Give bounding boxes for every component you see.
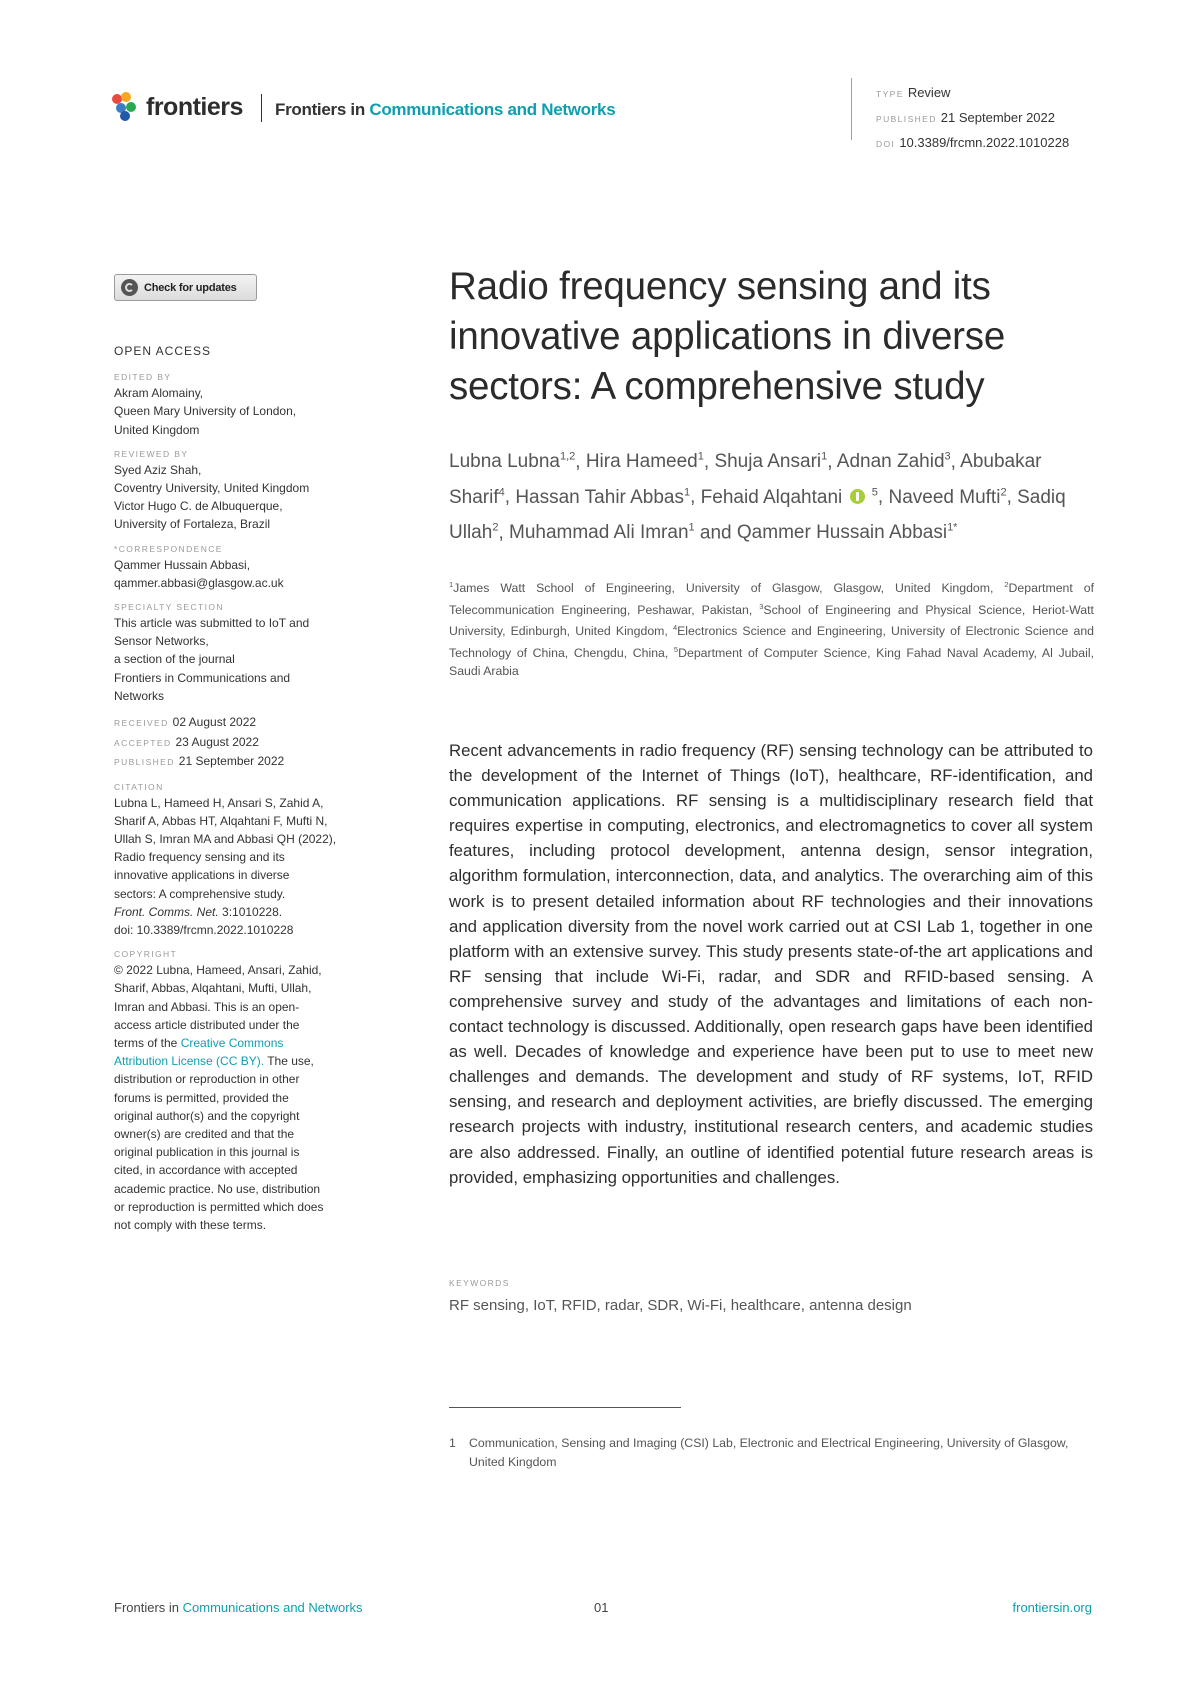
- abstract: Recent advancements in radio frequency (RF) sensing technology can be attributed to the development of the Internet of Things (IoT), healthcare, RF-identification, and communication applications. RF sensing is a multidisciplinary research field that requires expertise in computing, electronics, and electromagnetics to cover all system features, including protocol development, antenna design, sensor integration, algorithm formulation, interconnection, data, and analytics. The overarching aim of this work is to present detailed information about RF technologies and their innovations and application diversity from the novel work carried out at CSI Lab 1, together in one platform with an extensive survey. This study presents state-of-the art applications and RF sensing that include Wi-Fi, radar, and SDR and RFID-based sensing. A comprehensive survey and study of the advantages and limitations of each non-contact technology is discussed. Additionally, open research gaps have been identified as well. Decades of knowledge and experience have been put to use to meet new challenges and demands. The development and study of RF systems, IoT, RFID sensing, and research and deployment activities, are briefly discussed. The emerging research projects with industry, institutional research centers, and academic studies are also addressed. Finally, an outline of identified potential future research areas is provided, emphasizing opportunities and challenges.: [449, 741, 1093, 1187]
- published-date: 21 September 2022: [940, 110, 1055, 125]
- footnote-divider: [449, 1407, 681, 1408]
- citation-doi[interactable]: doi: 10.3389/frcmn.2022.1010228: [114, 922, 294, 937]
- reviewed-by-section: REVIEWED BY Syed Aziz Shah, Coventry University, United Kingdom Victor Hugo C. de Albuquerque, University of Fortaleza, Brazil: [114, 448, 310, 532]
- keywords-heading: KEYWORDS: [449, 1278, 510, 1288]
- author[interactable]: Adnan Zahid$^3$: [836, 451, 951, 473]
- check-for-updates-button[interactable]: Check for updates: [114, 274, 257, 301]
- footnote: 1 Communication, Sensing and Imaging (CSI) Lab, Electronic and Electrical Engineering, University of Glasgow, United Kingdom: [449, 1436, 1069, 1469]
- header-divider: [261, 94, 262, 122]
- keywords: RF sensing, IoT, RFID, radar, SDR, Wi-Fi, healthcare, antenna design: [449, 1297, 912, 1314]
- journal-title[interactable]: Frontiers in Communications and Networks: [275, 100, 616, 119]
- copyright-section: COPYRIGHT © 2022 Lubna, Hameed, Ansari, Zahid, Sharif, Abbas, Alqahtani, Mufti, Ullah, Imran and Abbasi. This is an open- access article distributed under the terms of the Creative Commons Attribution License (CC BY). The use, distribution or reproduction in other forums is permitted, provided the original author(s) and the copyright owner(s) are credited and that the original publication in this journal is cited, in accordance with accepted academic practice. No use, distribution or reproduction is permitted which does not comply with these terms.: [114, 949, 324, 1233]
- author[interactable]: Naveed Mufti$^2$: [888, 486, 1007, 508]
- logo-wordmark: frontiers: [146, 92, 243, 121]
- published-date-sidebar: 21 September 2022: [178, 754, 285, 769]
- cc-license-link[interactable]: Creative Commons: [180, 1035, 284, 1050]
- orcid-icon[interactable]: [850, 489, 865, 504]
- frontiers-logo[interactable]: [112, 92, 243, 122]
- doi-link[interactable]: 10.3389/frcmn.2022.1010228: [899, 135, 1070, 150]
- author[interactable]: Hassan Tahir Abbas$^1$: [515, 486, 691, 508]
- edited-by-section: EDITED BY Akram Alomainy, Queen Mary University of London, United Kingdom: [114, 372, 297, 437]
- author[interactable]: Fehaid Alqahtani $^5$: [700, 486, 878, 508]
- affiliations: $^1$James Watt School of Engineering, University of Glasgow, Glasgow, United Kingdom, $^2$Department of Telecommunication Engineering, Peshawar, Pakistan, $^3$School of Engineering and Physical Science, Heriot-Watt University, Edinburgh, United Kingdom, $^4$Electronics Science and Engineering, University of Electronic Science and Technology of China, Chengdu, China, $^5$Department of Computer Science, King Fahad Naval Academy, Al Jubail, Saudi Arabia: [449, 580, 1094, 679]
- dates-section: RECEIVED 02 August 2022 ACCEPTED 23 August 2022 PUBLISHED 21 September 2022: [114, 715, 285, 769]
- refresh-icon: [121, 279, 138, 296]
- cc-license-link-cont[interactable]: Attribution License (CC BY).: [114, 1054, 265, 1069]
- frontiers-logo-icon: [112, 92, 140, 122]
- author-list: Lubna Lubna$^{1,2}$, Hira Hameed$^1$, Shuja Ansari$^1$, Adnan Zahid$^3$, Abubakar Sharif$^4$, Hassan Tahir Abbas$^1$, Fehaid Alqahtani $^5$, Naveed Mufti$^2$, Sadiq Ullah$^2$, Muhammad Ali Imran$^1$ and Qammer Hussain Abbasi$^{1*}$: [449, 451, 1066, 543]
- footer-site-link[interactable]: frontiersin.org: [1012, 1600, 1092, 1615]
- citation-section: CITATION Lubna L, Hameed H, Ansari S, Zahid A, Sharif A, Abbas HT, Alqahtani F, Mufti N, Ullah S, Imran MA and Abbasi QH (2022), Radio frequency sensing and its innovative applications in diverse sectors: A comprehensive study. Front. Comms. Net. 3:1010228. doi: 10.3389/frcmn.2022.1010228: [114, 780, 374, 940]
- article-title: Radio frequency sensing and its innovative applications in diverse sectors: A comprehensive study: [449, 265, 1006, 408]
- page-number: 01: [594, 1600, 609, 1615]
- article-type: Review: [907, 85, 951, 100]
- sidebar: [114, 342, 374, 1242]
- author[interactable]: Lubna Lubna$^{1,2}$: [449, 451, 576, 473]
- specialty-section: SPECIALTY SECTION This article was submitted to IoT and Sensor Networks, a section of the journal Frontiers in Communications and Networks: [114, 602, 310, 703]
- accepted-date: 23 August 2022: [175, 734, 259, 749]
- author[interactable]: Hira Hameed$^1$: [585, 451, 704, 473]
- article-meta: TYPE Review PUBLISHED 21 September 2022 DOI 10.3389/frcmn.2022.1010228: [876, 85, 1070, 150]
- correspondence-section: *CORRESPONDENCE Qammer Hussain Abbasi, qammer.abbasi@glasgow.ac.uk: [114, 542, 374, 592]
- author[interactable]: Abubakar Sharif$^4$: [449, 451, 1042, 508]
- received-date: 02 August 2022: [172, 715, 257, 730]
- correspondence-email[interactable]: qammer.abbasi@glasgow.ac.uk: [114, 575, 284, 590]
- author[interactable]: Qammer Hussain Abbasi$^{1*}$: [736, 521, 958, 543]
- meta-divider: [851, 78, 852, 140]
- author[interactable]: Muhammad Ali Imran$^1$: [509, 521, 695, 543]
- open-access-label: OPEN ACCESS: [114, 344, 212, 358]
- author[interactable]: Sadiq Ullah$^2$: [449, 486, 1066, 543]
- footer-journal[interactable]: Frontiers in Communications and Networks: [114, 1600, 363, 1615]
- author[interactable]: Shuja Ansari$^1$: [714, 451, 828, 473]
